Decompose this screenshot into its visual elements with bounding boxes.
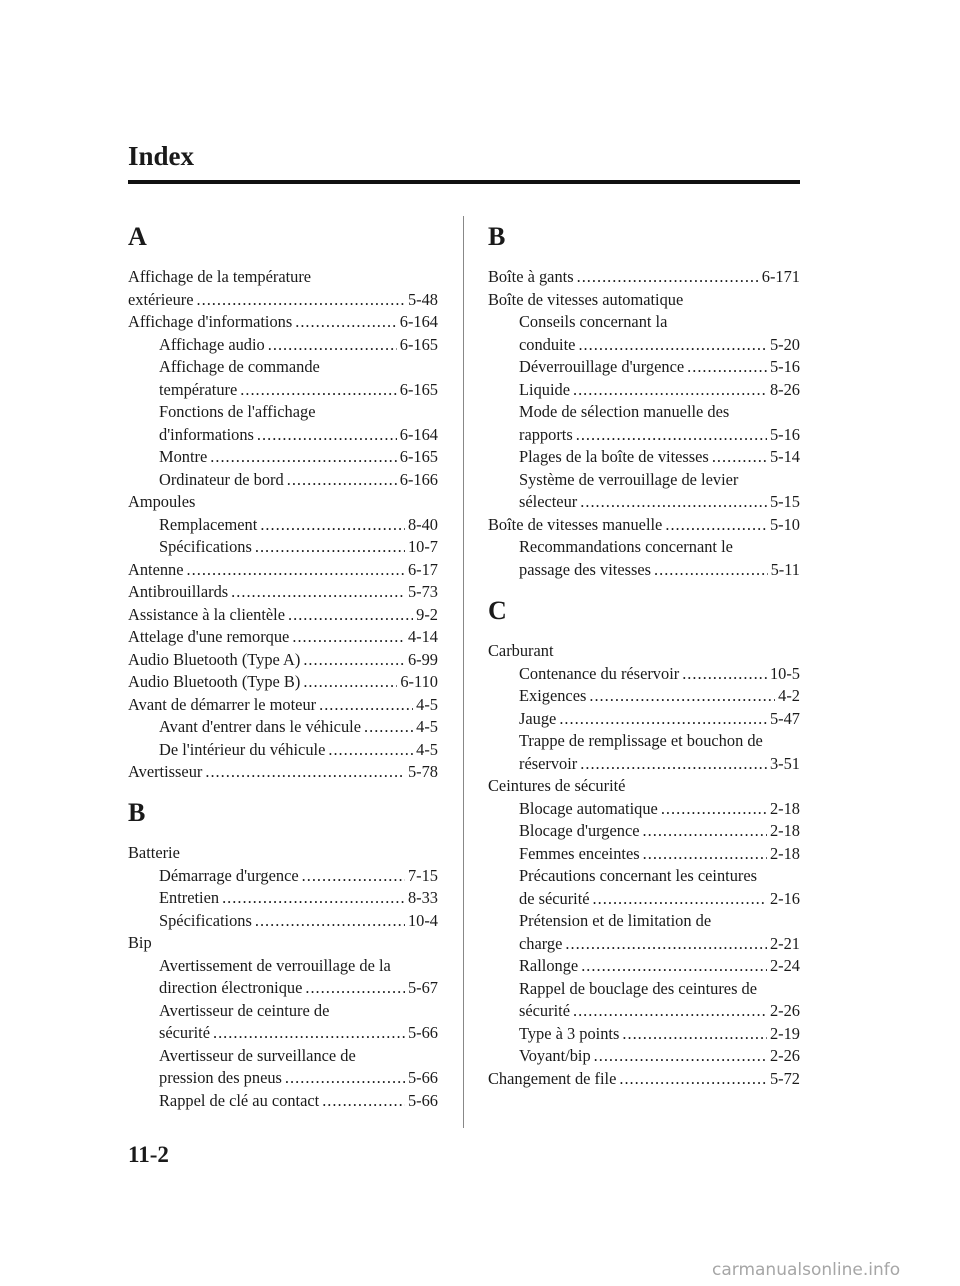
index-entry bbox=[488, 1045, 800, 1068]
entry-page: 6-165 bbox=[399, 379, 438, 399]
index-entry bbox=[128, 910, 438, 933]
leader-dots bbox=[682, 663, 767, 686]
entry-text: Ampoules bbox=[128, 492, 196, 511]
watermark: carmanualsonline.info bbox=[712, 1260, 901, 1280]
entry-page: 5-15 bbox=[769, 492, 800, 511]
index-entry bbox=[488, 843, 800, 866]
leader-dots bbox=[322, 1090, 405, 1113]
section-letter: B bbox=[488, 222, 506, 251]
entry-text: Précautions concernant les ceintures bbox=[519, 866, 758, 885]
entry-text: Boîte de vitesses automatique bbox=[488, 289, 684, 309]
leader-dots bbox=[305, 977, 405, 1000]
entry-text: Spécifications bbox=[159, 537, 252, 556]
leader-dots bbox=[287, 469, 397, 492]
entry-page: 4-14 bbox=[407, 627, 438, 646]
index-entry bbox=[128, 469, 438, 492]
entry-text: De l'intérieur du véhicule bbox=[159, 739, 326, 759]
index-entry bbox=[488, 685, 800, 708]
entry-text: Avertisseur de ceinture de bbox=[159, 1000, 330, 1020]
entry-text: Jauge bbox=[519, 708, 557, 728]
entry-text: Affichage de la température bbox=[128, 267, 312, 286]
index-entry bbox=[128, 1022, 438, 1045]
entry-text: Antibrouillards bbox=[128, 582, 229, 601]
entry-page: 3-51 bbox=[769, 753, 800, 773]
section-letter: C bbox=[488, 596, 507, 625]
index-list bbox=[488, 640, 800, 1090]
entry-text: Femmes enceintes bbox=[519, 843, 640, 863]
entry-page: 5-11 bbox=[770, 559, 800, 579]
index-entry bbox=[488, 356, 800, 379]
leader-dots bbox=[581, 955, 767, 978]
entry-page: 6-110 bbox=[400, 672, 438, 691]
entry-text: Démarrage d'urgence bbox=[159, 865, 299, 885]
index-entry bbox=[128, 761, 438, 784]
entry-text: Avant de démarrer le moteur bbox=[128, 694, 317, 714]
leader-dots bbox=[285, 1067, 405, 1090]
index-entry bbox=[128, 491, 438, 514]
section-letter: B bbox=[128, 798, 146, 827]
index-entry bbox=[488, 311, 800, 334]
index-entry bbox=[488, 865, 800, 888]
leader-dots bbox=[292, 626, 405, 649]
entry-text: sécurité bbox=[159, 1023, 210, 1042]
entry-text: Changement de file bbox=[488, 1068, 617, 1088]
entry-text: rapports bbox=[519, 424, 573, 444]
entry-page: 2-21 bbox=[769, 933, 800, 953]
index-entry bbox=[488, 424, 800, 447]
leader-dots bbox=[210, 446, 396, 469]
index-entry bbox=[128, 289, 438, 312]
entry-page: 9-2 bbox=[416, 604, 438, 624]
entry-page: 6-164 bbox=[399, 312, 438, 331]
leader-dots bbox=[197, 289, 405, 312]
entry-text: Fonctions de l'affichage bbox=[159, 402, 316, 421]
entry-text: Blocage automatique bbox=[519, 798, 658, 818]
index-entry bbox=[488, 1068, 800, 1091]
leader-dots bbox=[565, 933, 767, 956]
leader-dots bbox=[661, 798, 767, 821]
leader-dots bbox=[213, 1022, 405, 1045]
entry-text: Plages de la boîte de vitesses bbox=[519, 447, 709, 466]
entry-text: Affichage de commande bbox=[159, 357, 320, 376]
entry-text: Avant d'entrer dans le véhicule bbox=[159, 717, 361, 736]
index-entry bbox=[128, 401, 438, 424]
leader-dots bbox=[328, 739, 413, 762]
leader-dots bbox=[654, 559, 768, 582]
index-entry bbox=[488, 1000, 800, 1023]
entry-text: température bbox=[159, 379, 238, 399]
index-entry bbox=[488, 514, 800, 537]
entry-page: 5-16 bbox=[769, 424, 800, 444]
entry-text: Exigences bbox=[519, 686, 587, 705]
entry-page: 2-26 bbox=[769, 1046, 800, 1065]
leader-dots bbox=[712, 446, 767, 469]
index-entry bbox=[128, 1000, 438, 1023]
leader-dots bbox=[594, 1045, 767, 1068]
entry-text: Ceintures de sécurité bbox=[488, 776, 626, 795]
leader-dots bbox=[559, 708, 767, 731]
entry-text: Recommandations concernant le bbox=[519, 537, 733, 556]
index-entry bbox=[488, 708, 800, 731]
entry-page: 5-67 bbox=[407, 978, 438, 997]
entry-text: Rallonge bbox=[519, 956, 579, 975]
entry-page: 7-15 bbox=[407, 865, 438, 885]
index-entry bbox=[128, 626, 438, 649]
entry-text: Prétension et de limitation de bbox=[519, 911, 712, 930]
entry-text: Avertisseur bbox=[128, 762, 203, 781]
entry-page: 6-165 bbox=[399, 447, 438, 466]
leader-dots bbox=[364, 716, 413, 739]
entry-text: de sécurité bbox=[519, 888, 590, 908]
index-entry bbox=[128, 334, 438, 357]
index-entry bbox=[488, 820, 800, 843]
index-entry bbox=[488, 289, 800, 312]
entry-text: Carburant bbox=[488, 641, 554, 660]
index-entry bbox=[128, 266, 438, 289]
entry-page: 5-16 bbox=[769, 357, 800, 376]
index-entry bbox=[128, 932, 438, 955]
entry-text: Entretien bbox=[159, 888, 220, 907]
index-entry bbox=[128, 1090, 438, 1113]
leader-dots bbox=[577, 266, 759, 289]
index-entry bbox=[128, 356, 438, 379]
entry-page: 10-7 bbox=[407, 537, 438, 556]
index-entry bbox=[488, 978, 800, 1001]
entry-page: 5-47 bbox=[769, 708, 800, 728]
index-entry bbox=[128, 379, 438, 402]
index-entry bbox=[488, 559, 800, 582]
index-entry bbox=[488, 888, 800, 911]
index-entry bbox=[128, 716, 438, 739]
index-entry bbox=[488, 491, 800, 514]
entry-page: 5-48 bbox=[407, 289, 438, 309]
entry-text: Attelage d'une remorque bbox=[128, 627, 290, 646]
index-entry bbox=[128, 865, 438, 888]
entry-text: Avertisseur de surveillance de bbox=[159, 1045, 356, 1065]
entry-page: 5-66 bbox=[407, 1023, 438, 1042]
entry-page: 6-166 bbox=[399, 469, 438, 489]
entry-page: 6-17 bbox=[407, 559, 438, 579]
index-entry bbox=[488, 753, 800, 776]
leader-dots bbox=[260, 514, 405, 537]
index-list bbox=[128, 266, 438, 784]
entry-page: 5-20 bbox=[769, 334, 800, 354]
entry-page: 5-72 bbox=[769, 1068, 800, 1088]
leader-dots bbox=[643, 843, 767, 866]
leader-dots bbox=[593, 888, 767, 911]
entry-text: Affichage d'informations bbox=[128, 312, 293, 331]
leader-dots bbox=[302, 865, 405, 888]
entry-page: 4-5 bbox=[416, 739, 438, 759]
index-entry bbox=[128, 887, 438, 910]
entry-text: Bip bbox=[128, 933, 152, 952]
leader-dots bbox=[295, 311, 397, 334]
index-entry bbox=[488, 910, 800, 933]
index-entry bbox=[488, 730, 800, 753]
leader-dots bbox=[255, 536, 405, 559]
page-number: 11-2 bbox=[128, 1142, 169, 1167]
entry-text: pression des pneus bbox=[159, 1068, 282, 1087]
index-entry bbox=[488, 1023, 800, 1046]
entry-page: 10-4 bbox=[407, 910, 438, 930]
page-title: Index bbox=[128, 141, 195, 171]
entry-page: 2-18 bbox=[769, 821, 800, 840]
index-entry bbox=[128, 311, 438, 334]
entry-page: 5-73 bbox=[407, 582, 438, 601]
entry-text: Avertissement de verrouillage de la bbox=[159, 955, 391, 975]
entry-text: Audio Bluetooth (Type A) bbox=[128, 649, 301, 669]
entry-text: sécurité bbox=[519, 1001, 570, 1020]
leader-dots bbox=[222, 887, 405, 910]
index-entry bbox=[488, 536, 800, 559]
entry-page: 2-19 bbox=[769, 1023, 800, 1043]
entry-page: 6-165 bbox=[399, 334, 438, 354]
entry-text: Affichage audio bbox=[159, 334, 265, 354]
entry-text: Trappe de remplissage et bouchon de bbox=[519, 731, 763, 750]
entry-page: 5-66 bbox=[407, 1090, 438, 1110]
index-entry bbox=[488, 955, 800, 978]
entry-text: direction électronique bbox=[159, 978, 303, 997]
entry-text: Boîte à gants bbox=[488, 267, 574, 286]
entry-text: Ordinateur de bord bbox=[159, 469, 284, 489]
index-entry bbox=[128, 581, 438, 604]
entry-text: sélecteur bbox=[519, 492, 578, 511]
entry-text: Rappel de clé au contact bbox=[159, 1090, 320, 1110]
index-entry bbox=[128, 694, 438, 717]
index-entry bbox=[128, 671, 438, 694]
entry-page: 4-5 bbox=[416, 717, 438, 736]
section-letter: A bbox=[128, 222, 147, 251]
entry-page: 10-5 bbox=[769, 663, 800, 683]
entry-page: 6-171 bbox=[761, 267, 800, 286]
leader-dots bbox=[205, 761, 405, 784]
entry-text: charge bbox=[519, 933, 563, 953]
entry-text: Montre bbox=[159, 447, 208, 466]
entry-text: Assistance à la clientèle bbox=[128, 604, 286, 624]
leader-dots bbox=[255, 910, 405, 933]
index-entry bbox=[128, 955, 438, 978]
entry-text: Blocage d'urgence bbox=[519, 821, 640, 840]
entry-text: réservoir bbox=[519, 753, 578, 773]
entry-text: conduite bbox=[519, 334, 576, 354]
leader-dots bbox=[578, 334, 767, 357]
entry-text: Boîte de vitesses manuelle bbox=[488, 514, 663, 534]
entry-page: 5-10 bbox=[769, 514, 800, 534]
entry-text: Système de verrouillage de levier bbox=[519, 469, 739, 489]
entry-text: Voyant/bip bbox=[519, 1046, 591, 1065]
leader-dots bbox=[687, 356, 767, 379]
index-entry bbox=[128, 536, 438, 559]
entry-text: Mode de sélection manuelle des bbox=[519, 402, 730, 421]
index-entry bbox=[128, 842, 438, 865]
index-entry bbox=[128, 559, 438, 582]
leader-dots bbox=[231, 581, 405, 604]
entry-text: Contenance du réservoir bbox=[519, 663, 680, 683]
index-entry bbox=[488, 663, 800, 686]
entry-text: passage des vitesses bbox=[519, 559, 652, 579]
index-list bbox=[488, 266, 800, 581]
entry-page: 8-33 bbox=[407, 888, 438, 907]
entry-page: 2-18 bbox=[769, 843, 800, 863]
entry-page: 2-18 bbox=[769, 798, 800, 818]
index-entry bbox=[488, 640, 800, 663]
index-entry bbox=[488, 775, 800, 798]
index-entry bbox=[128, 739, 438, 762]
index-entry bbox=[128, 514, 438, 537]
entry-text: Audio Bluetooth (Type B) bbox=[128, 672, 301, 691]
leader-dots bbox=[303, 671, 397, 694]
index-entry bbox=[128, 977, 438, 1000]
entry-text: d'informations bbox=[159, 424, 254, 444]
entry-page: 2-26 bbox=[769, 1001, 800, 1020]
entry-text: Déverrouillage d'urgence bbox=[519, 357, 685, 376]
leader-dots bbox=[580, 753, 767, 776]
index-entry bbox=[488, 933, 800, 956]
index-entry bbox=[488, 266, 800, 289]
entry-text: Batterie bbox=[128, 843, 180, 862]
leader-dots bbox=[288, 604, 413, 627]
entry-page: 6-164 bbox=[399, 424, 438, 444]
index-entry bbox=[128, 1067, 438, 1090]
leader-dots bbox=[589, 685, 775, 708]
leader-dots bbox=[240, 379, 396, 402]
leader-dots bbox=[303, 649, 405, 672]
index-entry bbox=[128, 649, 438, 672]
entry-page: 2-16 bbox=[769, 888, 800, 908]
entry-text: extérieure bbox=[128, 289, 194, 309]
index-entry bbox=[488, 469, 800, 492]
entry-page: 5-78 bbox=[407, 762, 438, 781]
index-entry bbox=[128, 446, 438, 469]
entry-page: 8-26 bbox=[769, 379, 800, 399]
entry-text: Conseils concernant la bbox=[519, 312, 668, 331]
entry-page: 2-24 bbox=[769, 956, 800, 975]
entry-text: Antenne bbox=[128, 559, 184, 579]
index-entry bbox=[488, 798, 800, 821]
entry-text: Spécifications bbox=[159, 910, 252, 930]
index-entry bbox=[488, 334, 800, 357]
leader-dots bbox=[576, 424, 767, 447]
leader-dots bbox=[665, 514, 767, 537]
leader-dots bbox=[187, 559, 405, 582]
column-divider bbox=[463, 216, 464, 1128]
entry-page: 5-66 bbox=[407, 1068, 438, 1087]
index-entry bbox=[488, 446, 800, 469]
index-entry bbox=[128, 1045, 438, 1068]
entry-text: Liquide bbox=[519, 379, 570, 399]
entry-page: 4-5 bbox=[416, 694, 438, 714]
leader-dots bbox=[268, 334, 397, 357]
leader-dots bbox=[573, 1000, 767, 1023]
entry-page: 5-14 bbox=[769, 447, 800, 466]
index-entry bbox=[128, 424, 438, 447]
index-entry bbox=[128, 604, 438, 627]
index-entry bbox=[488, 379, 800, 402]
leader-dots bbox=[580, 491, 767, 514]
leader-dots bbox=[319, 694, 413, 717]
leader-dots bbox=[257, 424, 397, 447]
header-rule bbox=[128, 180, 800, 184]
leader-dots bbox=[573, 379, 767, 402]
entry-page: 4-2 bbox=[778, 686, 800, 705]
entry-page: 8-40 bbox=[407, 514, 438, 534]
entry-page: 6-99 bbox=[407, 649, 438, 669]
leader-dots bbox=[643, 820, 767, 843]
entry-text: Rappel de bouclage des ceintures de bbox=[519, 978, 758, 998]
entry-text: Remplacement bbox=[159, 514, 258, 534]
entry-text: Type à 3 points bbox=[519, 1023, 620, 1043]
index-list bbox=[128, 842, 438, 1112]
index-entry bbox=[488, 401, 800, 424]
leader-dots bbox=[622, 1023, 767, 1046]
leader-dots bbox=[619, 1068, 767, 1091]
